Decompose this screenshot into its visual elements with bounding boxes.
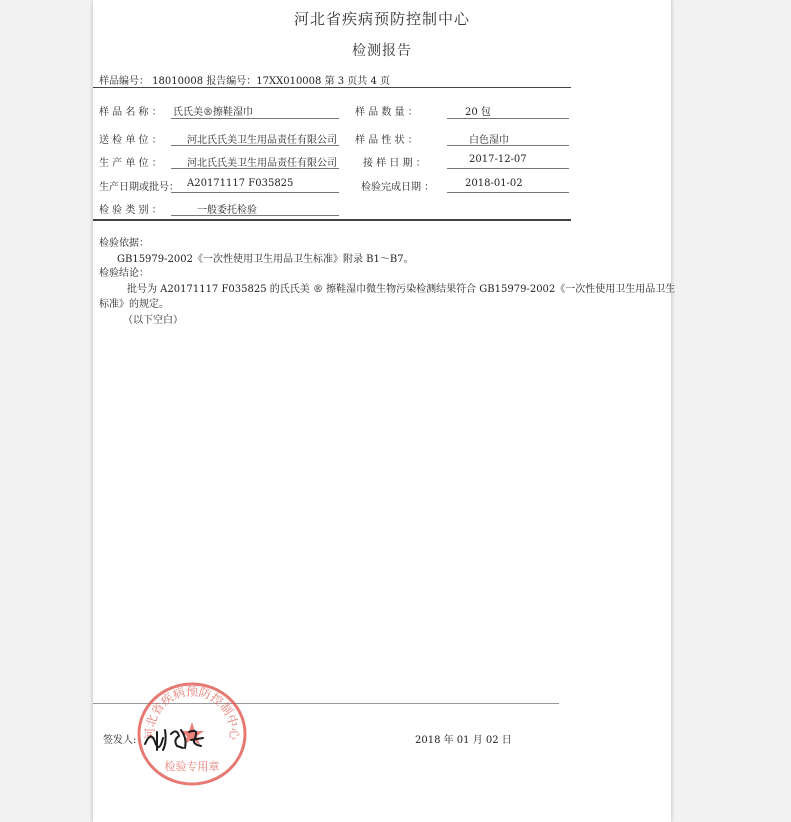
sample-name-value: 氏氏美®擦鞋湿巾 — [173, 107, 253, 118]
issue-date: 2018 年 01 月 02 日 — [415, 735, 512, 746]
submitter-underline — [171, 145, 339, 146]
sample-name-label: 样 品 名 称 ： — [99, 107, 162, 118]
blank-note: （以下空白） — [123, 315, 183, 326]
report-title: 检测报告 — [352, 43, 412, 59]
finish-date-label: 检验完成日期 ： — [361, 182, 435, 193]
org-title: 河北省疾病预防控制中心 — [293, 10, 470, 28]
fields-divider — [93, 219, 571, 221]
batch-label: 生产日期或批号： — [99, 182, 179, 193]
conclusion-title: 检验结论： — [99, 268, 149, 279]
category-value: 一般委托检验 — [197, 205, 257, 216]
sample-qty-label: 样 品 数 量 ： — [355, 107, 418, 118]
sample-nature-label: 样 品 性 状 ： — [355, 135, 418, 146]
category-underline — [171, 215, 339, 216]
header-divider — [93, 87, 571, 88]
report-page — [93, 0, 676, 822]
finish-date-underline — [447, 192, 569, 193]
sample-qty-value: 20 包 — [465, 107, 491, 118]
producer-value: 河北氏氏美卫生用品责任有限公司 — [187, 158, 337, 169]
signer-label: 签发人: — [103, 735, 137, 746]
batch-underline — [171, 192, 339, 193]
receive-date-value: 2017-12-07 — [469, 154, 527, 165]
seal-text: 河北省疾病预防控制中心 — [142, 684, 242, 741]
producer-underline — [171, 168, 339, 169]
batch-value: A20171117 F035825 — [187, 178, 294, 189]
receive-date-underline — [447, 168, 569, 169]
handwritten-signature — [143, 724, 205, 758]
sample-name-underline — [171, 118, 339, 119]
seal-subtext: 检验专用章 — [164, 760, 220, 773]
sample-qty-underline — [447, 118, 569, 119]
finish-date-value: 2018-01-02 — [465, 178, 523, 189]
receive-date-label: 接 样 日 期 ： — [363, 158, 426, 169]
sample-nature-underline — [447, 145, 569, 146]
producer-label: 生 产 单 位 ： — [99, 158, 162, 169]
report-meta: 样品编号： 18010008 报告编号：17XX010008 第 3 页共 4 页 — [99, 76, 391, 87]
sample-nature-value: 白色湿巾 — [469, 135, 509, 146]
submitter-value: 河北氏氏美卫生用品责任有限公司 — [187, 135, 337, 146]
basis-text: GB15979-2002《一次性使用卫生用品卫生标准》附录 B1～B7。 — [117, 254, 414, 265]
basis-title: 检验依据： — [99, 238, 149, 249]
conclusion-line-2: 标准》的规定。 — [99, 299, 169, 310]
submitter-label: 送 检 单 位 ： — [99, 135, 162, 146]
conclusion-line-1: 批号为 A20171117 F035825 的氏氏美 ® 擦鞋湿巾微生物污染检测结果符合 GB15979-2002《一次性使用卫生用品卫生 — [127, 284, 676, 295]
category-label: 检 验 类 别 ： — [99, 205, 162, 216]
